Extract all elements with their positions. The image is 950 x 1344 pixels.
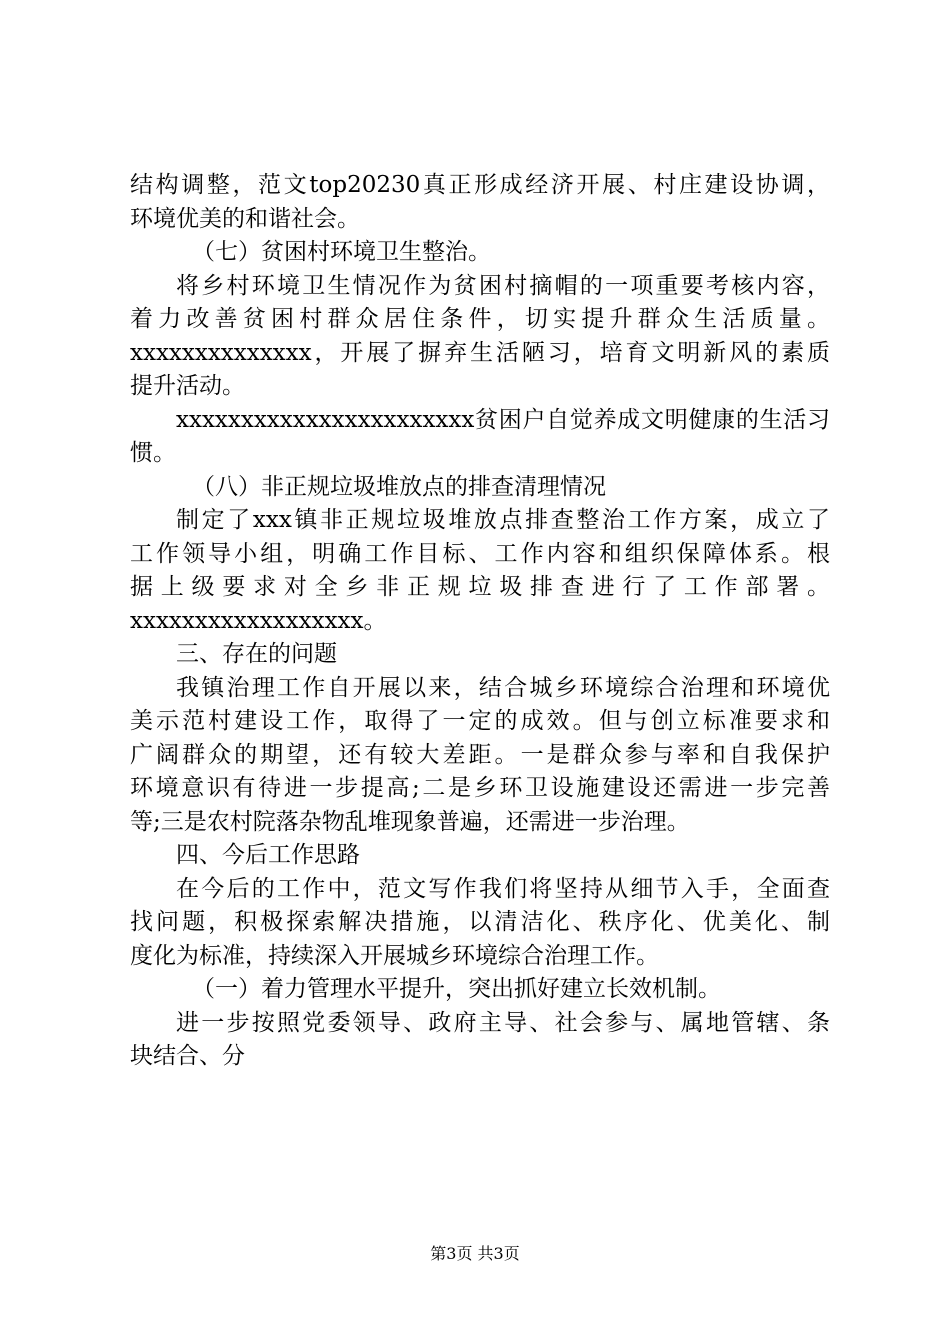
text-line: 我镇治理工作自开展以来，结合城乡环境综合治理和环境优 [176, 674, 830, 701]
text-line: 找问题，积极探索解决措施，以清洁化、秩序化、优美化、制 [130, 909, 830, 935]
text-line: 惯。 [130, 440, 176, 466]
text-line: 着力改善贫困村群众居住条件，切实提升群众生活质量。 [130, 306, 830, 332]
document-body [130, 169, 830, 1074]
section-heading: （一）着力管理水平提升，突出抓好建立长效机制。 [192, 976, 721, 1002]
text-line: 工作领导小组，明确工作目标、工作内容和组织保障体系。根 [130, 540, 830, 567]
text-line: 环境优美的和谐社会。 [130, 205, 360, 232]
text-line: 制定了xxx镇非正规垃圾堆放点排查整治工作方案，成立了 [176, 507, 830, 533]
text-line: xxxxxxxxxxxxxx，开展了摒弃生活陋习，培育文明新风的素质 [130, 339, 830, 366]
section-heading: （八）非正规垃圾堆放点的排查清理情况 [192, 473, 606, 500]
text-line: 据上级要求对全乡非正规垃圾排查进行了工作部署。 [130, 574, 830, 600]
page-footer: 第3页 共3页 [430, 1244, 520, 1263]
text-line: 度化为标准，持续深入开展城乡环境综合治理工作。 [130, 942, 659, 969]
text-line: 进一步按照党委领导、政府主导、社会参与、属地管辖、条 [176, 1009, 830, 1036]
text-line: 美示范村建设工作，取得了一定的成效。但与创立标准要求和 [130, 708, 830, 734]
text-line: 在今后的工作中，范文写作我们将坚持从细节入手，全面查 [176, 875, 830, 902]
text-line: xxxxxxxxxxxxxxxxxx。 [130, 607, 387, 634]
text-line: 广阔群众的期望，还有较大差距。一是群众参与率和自我保护 [130, 741, 830, 768]
text-line: xxxxxxxxxxxxxxxxxxxxxxx贫困户自觉养成文明健康的生活习 [176, 406, 830, 433]
section-heading: 四、今后工作思路 [176, 842, 360, 868]
text-line: 块结合、分 [130, 1043, 245, 1069]
text-line: 结构调整，范文top20230真正形成经济开展、村庄建设协调， [130, 172, 830, 198]
text-line: 提升活动。 [130, 373, 245, 399]
section-heading: 三、存在的问题 [176, 641, 337, 667]
section-heading: （七）贫困村环境卫生整治。 [192, 239, 491, 265]
text-line: 环境意识有待进一步提高;二是乡环卫设施建设还需进一步完善 [130, 775, 830, 801]
text-line: 等;三是农村院落杂物乱堆现象普遍，还需进一步治理。 [130, 808, 690, 835]
text-line: 将乡村环境卫生情况作为贫困村摘帽的一项重要考核内容， [176, 272, 830, 299]
